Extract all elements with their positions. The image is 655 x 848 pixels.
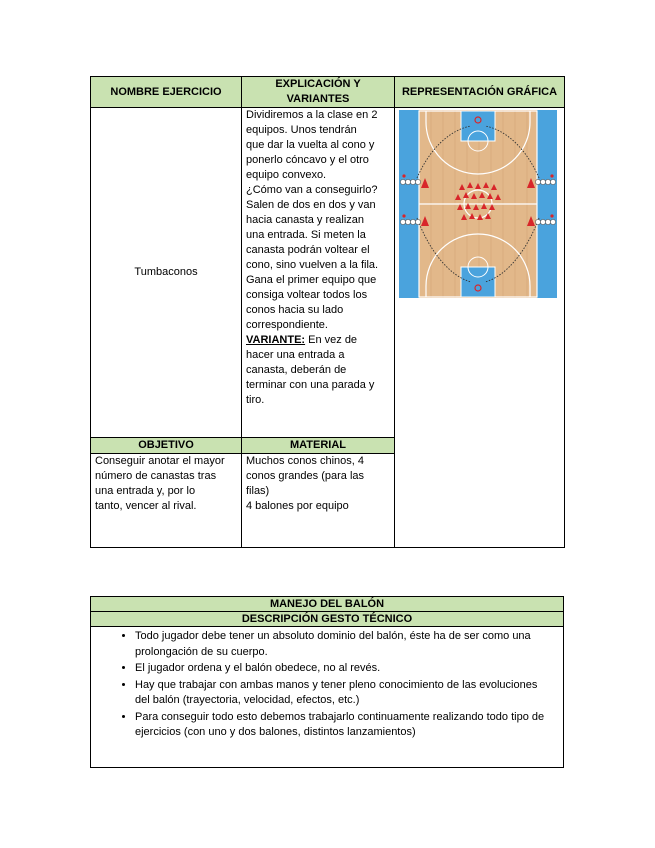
- bullet-item: • El jugador ordena y el balón obedece, no al revés.: [135, 661, 555, 677]
- exercise-table: [90, 76, 565, 548]
- explanation-line: Salen de dos en dos y van: [246, 199, 376, 211]
- explanation-cell: [242, 108, 395, 438]
- bullet-item: • Hay que trabajar con ambas manos y tener pleno conocimiento de las evoluciones del balón (trayectoria, velocidad, efectos, etc.): [135, 678, 555, 709]
- technique-description-cell: [91, 627, 564, 768]
- explanation-line: ponerlo cóncavo y el otro: [246, 154, 369, 166]
- basketball-court-diagram: [399, 110, 557, 298]
- objective-line: número de canastas tras: [95, 470, 217, 482]
- material-line: conos grandes (para las: [246, 470, 365, 482]
- material-line: 4 balones por equipo: [246, 500, 349, 512]
- header-material: MATERIAL: [242, 438, 395, 454]
- explanation-line: equipo convexo.: [246, 169, 327, 181]
- bullet-item: • Todo jugador debe tener un absoluto dominio del balón, éste ha de ser como una prolongación de su cuerpo.: [135, 629, 555, 660]
- objective-text: [95, 454, 237, 514]
- variant-line: hacer una entrada a: [246, 349, 345, 361]
- material-text: [246, 454, 390, 514]
- material-line: filas): [246, 485, 270, 497]
- variant-label: VARIANTE:: [246, 334, 306, 346]
- objective-line: Conseguir anotar el mayor: [95, 455, 225, 467]
- explanation-line: correspondiente.: [246, 319, 328, 331]
- variant-text: [246, 333, 390, 408]
- exercise-name: Tumbaconos: [91, 108, 242, 438]
- explanation-line: equipos. Unos tendrán: [246, 124, 357, 136]
- objective-line: una entrada y, por lo: [95, 485, 196, 497]
- explanation-line: una entrada. Si meten la: [246, 229, 366, 241]
- material-cell: [242, 454, 395, 548]
- technique-bullet-list: [91, 627, 563, 767]
- variant-line: tiro.: [246, 394, 265, 406]
- graphic-cell: [395, 108, 565, 548]
- explanation-line: Dividiremos a la clase en 2: [246, 109, 378, 121]
- material-line: Muchos conos chinos, 4: [246, 455, 365, 467]
- variant-line: canasta, deberán de: [246, 364, 347, 376]
- objective-line: tanto, vencer al rival.: [95, 500, 197, 512]
- explanation-line: hacia canasta y realizan: [246, 214, 365, 226]
- explanation-line: consiga voltear todos los: [246, 289, 368, 301]
- header-objective: OBJETIVO: [91, 438, 242, 454]
- explanation-line: ¿Cómo van a conseguirlo?: [246, 184, 378, 196]
- variant-line: terminar con una parada y: [246, 379, 375, 391]
- technique-table: [90, 596, 564, 768]
- explanation-line: conos hacia su lado: [246, 304, 344, 316]
- header-exercise-name: NOMBRE EJERCICIO: [91, 77, 242, 108]
- technique-subtitle: DESCRIPCIÓN GESTO TÉCNICO: [91, 612, 564, 627]
- explanation-line: cono, sino vuelven a la fila.: [246, 259, 379, 271]
- objective-cell: [91, 454, 242, 548]
- explanation-line: que dar la vuelta al cono y: [246, 139, 375, 151]
- header-explanation: EXPLICACIÓN Y VARIANTES: [242, 77, 395, 108]
- header-graphic: REPRESENTACIÓN GRÁFICA: [395, 77, 565, 108]
- explanation-line: canasta podrán voltear el: [246, 244, 370, 256]
- explanation-text: [246, 108, 390, 333]
- variant-line: En vez de: [305, 334, 358, 346]
- explanation-line: Gana el primer equipo que: [246, 274, 377, 286]
- bullet-item: • Para conseguir todo esto debemos trabajarlo continuamente realizando todo tipo de ejercicios (con uno y dos balones, distintos lanzamientos): [135, 710, 555, 741]
- technique-title: MANEJO DEL BALÓN: [91, 597, 564, 612]
